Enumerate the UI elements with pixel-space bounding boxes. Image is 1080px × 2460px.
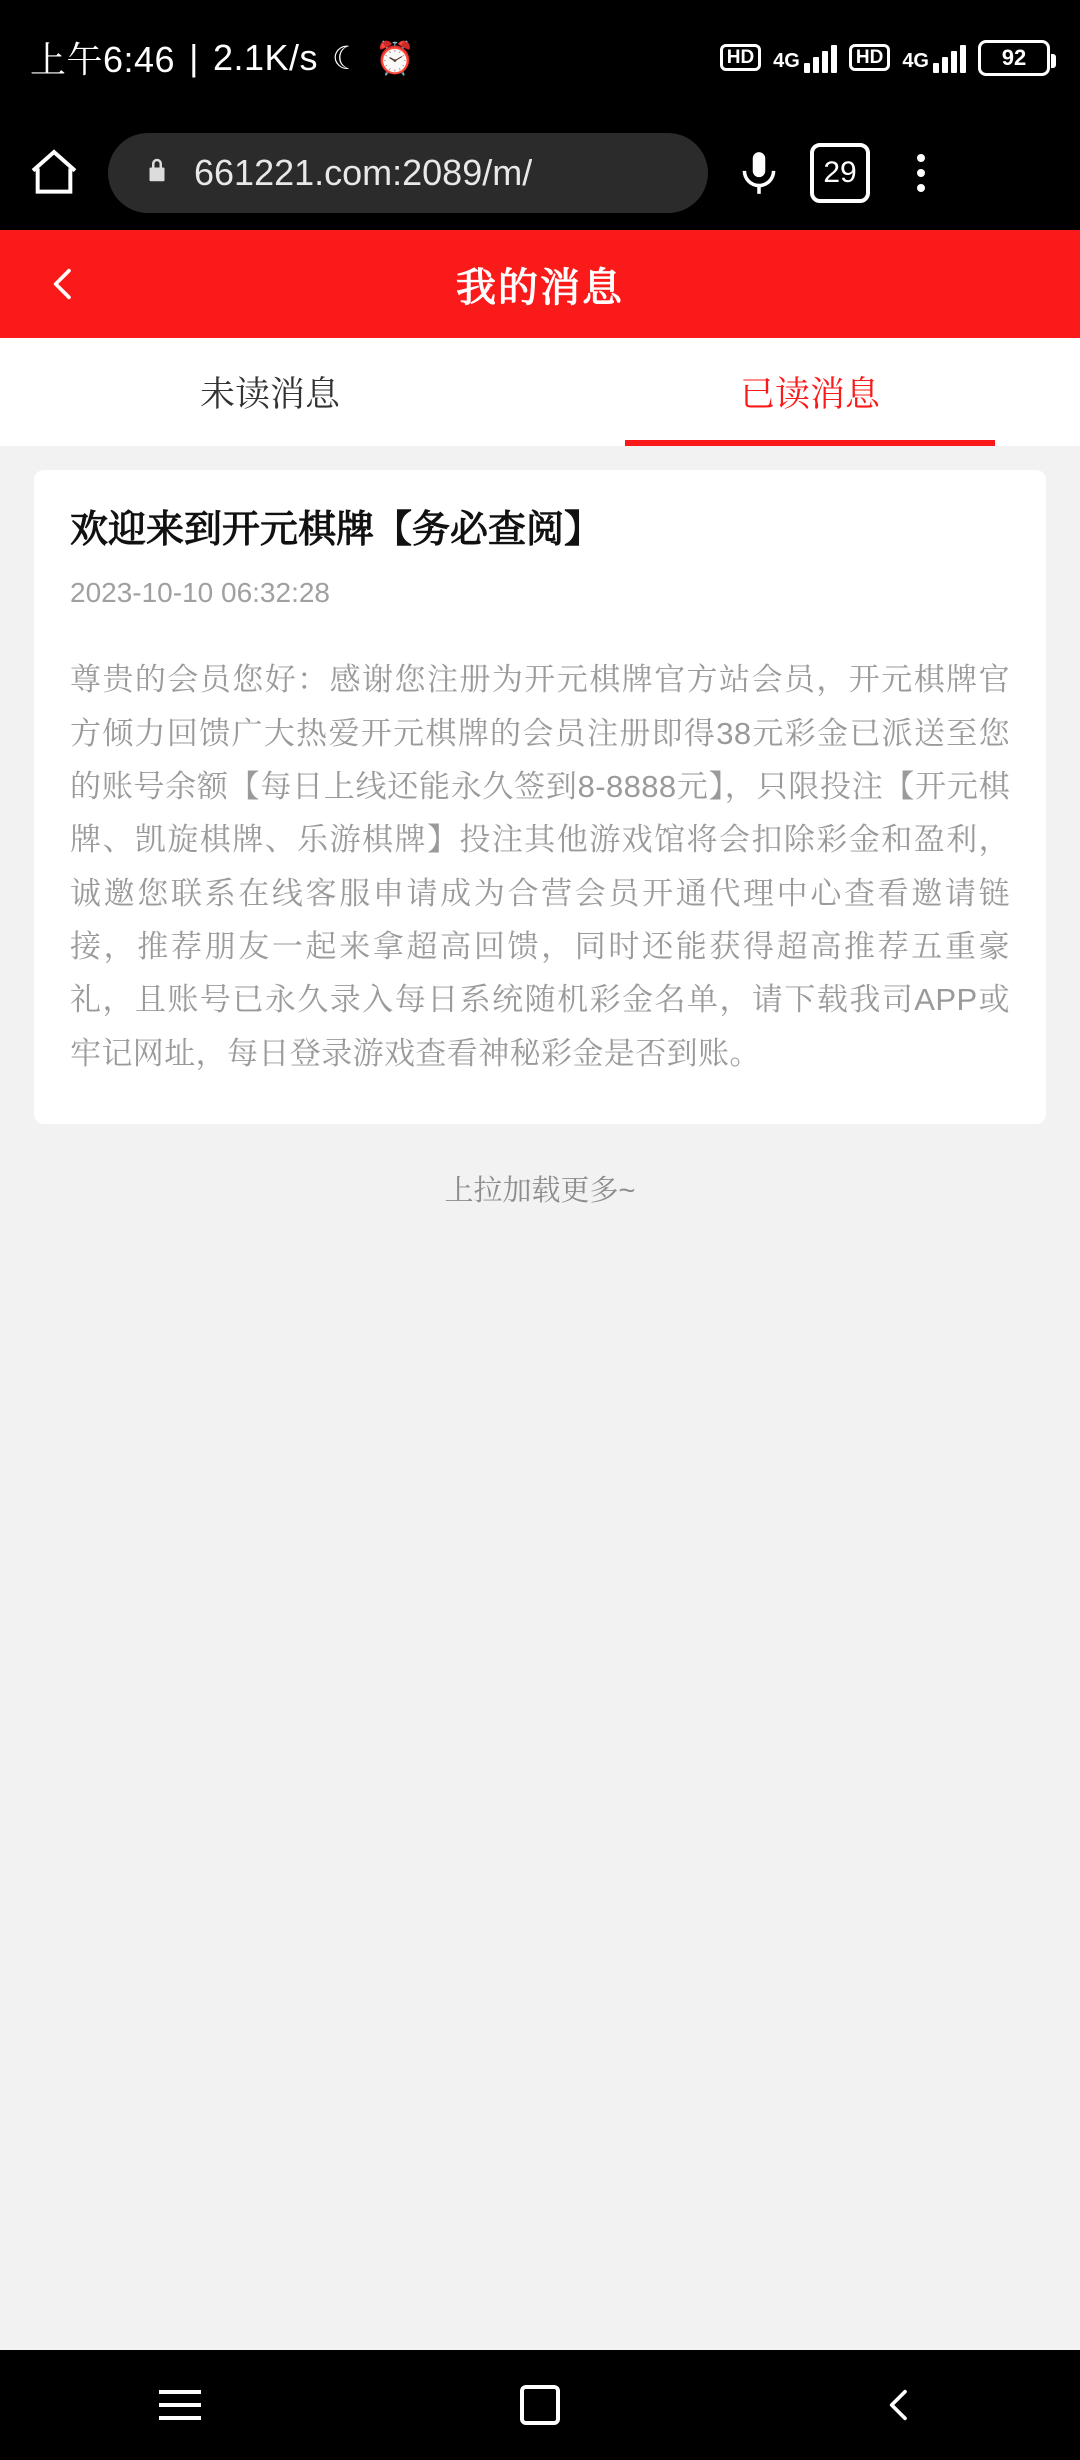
load-more-hint: 上拉加载更多~ (444, 1174, 636, 1207)
message-tabs (0, 338, 1080, 446)
message-card[interactable] (34, 470, 1046, 1124)
system-navigation-bar (0, 2350, 1080, 2460)
network-speed: 2.1K/s (212, 36, 318, 78)
lock-icon (142, 153, 172, 192)
tab-read[interactable] (540, 338, 1080, 446)
status-separator: | (189, 36, 199, 78)
signal-icon-sim2 (902, 43, 966, 73)
recents-menu-icon[interactable] (153, 2378, 207, 2432)
alarm-clock-icon: ⏰ (375, 39, 416, 76)
microphone-icon[interactable] (734, 145, 784, 201)
message-timestamp: 2023-10-10 06:32:28 (70, 577, 330, 609)
browser-toolbar (0, 115, 1080, 230)
network-type-sim2: 4G (902, 49, 929, 72)
back-chevron-icon[interactable] (873, 2378, 927, 2432)
battery-indicator: 92 (978, 40, 1050, 76)
status-bar-right (720, 40, 1050, 76)
status-time: 上午6:46 (30, 39, 176, 80)
bottom-spacer (0, 2290, 1080, 2350)
url-bar[interactable] (108, 133, 708, 213)
app-header (0, 230, 1080, 338)
message-title: 欢迎来到开元棋牌【务必查阅】 (70, 509, 603, 551)
tab-unread-label: 未读消息 (199, 375, 340, 414)
moon-icon: ☾ (332, 39, 362, 76)
url-text: 661221.com:2089/m/ (194, 151, 533, 193)
page-title: 我的消息 (456, 265, 624, 310)
more-options-icon[interactable] (896, 145, 946, 201)
message-list (0, 446, 1080, 1209)
tab-read-label: 已读消息 (739, 375, 880, 414)
back-chevron-icon[interactable] (44, 264, 84, 304)
tab-counter-button[interactable]: 29 (810, 143, 870, 203)
tab-unread[interactable] (0, 338, 540, 446)
hd-badge-sim1: HD (720, 44, 761, 71)
home-square-icon[interactable] (513, 2378, 567, 2432)
status-bar-left (30, 32, 416, 83)
hd-badge-sim2: HD (849, 44, 890, 71)
message-body: 尊贵的会员您好：感谢您注册为开元棋牌官方站会员，开元棋牌官方倾力回馈广大热爱开元棋牌的会员注册即得38元彩金已派送至您的账号余额【每日上线还能永久签到8-8888元】，只限投注【开元棋牌、凯旋棋牌、乐游棋牌】投注其他游戏馆将会扣除彩金和盈利，诚邀您联系在线客服申请成为合营会员开通代理中心查看邀请链接，推荐朋友一起来拿超高回馈，同时还能获得超高推荐五重豪礼，且账号已永久录入每日系统随机彩金名单，请下载我司APP或牢记网址，每日登录游戏查看神秘彩金是否到账。 (70, 662, 1010, 1071)
network-type-sim1: 4G (773, 49, 800, 72)
home-icon[interactable] (26, 145, 82, 201)
status-bar (0, 0, 1080, 115)
signal-icon-sim1 (773, 43, 837, 73)
